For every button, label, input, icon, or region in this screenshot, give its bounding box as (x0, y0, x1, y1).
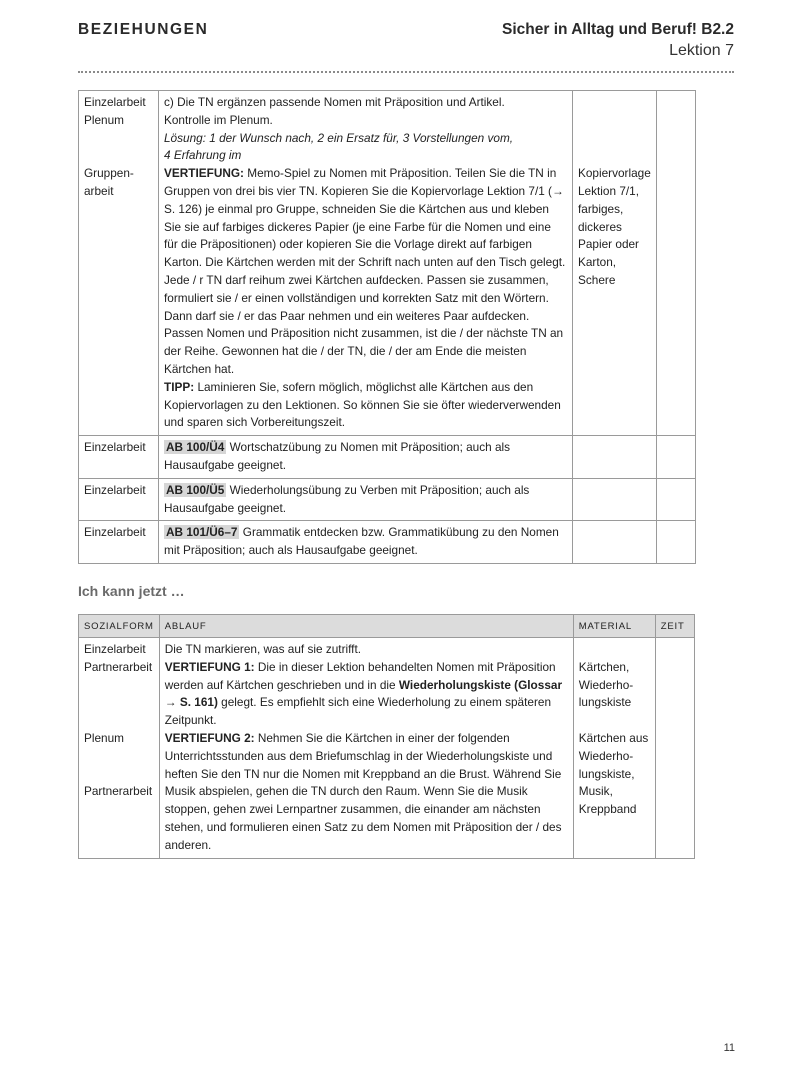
column-header: MATERIAL (573, 615, 655, 638)
material-cell (573, 478, 657, 521)
material-item: Kärtchen, (578, 659, 630, 674)
social-form: Einzelarbeit (84, 642, 146, 656)
lesson-label: Lektion 7 (669, 42, 734, 59)
task-text: Kontrolle im Plenum. (164, 112, 273, 127)
time-cell (656, 521, 695, 564)
solution-text: 4 Erfahrung im (164, 148, 242, 163)
lesson-plan-table (78, 90, 696, 564)
vertiefung-2-block (165, 730, 568, 855)
workbook-tag: AB 100/Ü5 (166, 482, 225, 497)
vertiefung-1-text: Die in dieser Lektion behandelten Nomen mit Präposition werden auf Kärtchen geschrieben und in die (164, 659, 556, 692)
page-header (78, 18, 734, 74)
table-row (79, 638, 695, 859)
vertiefung-2-label: VERTIEFUNG 2: (164, 730, 255, 745)
workbook-tag: AB 101/Ü6–7 (166, 525, 238, 540)
book-info (502, 20, 734, 62)
material-item: Kärtchen aus (578, 730, 649, 745)
vertiefung-1-block (165, 659, 568, 730)
social-form-cell (79, 638, 160, 859)
section-label: BEZIEHUNGEN (78, 21, 209, 38)
intro-text: Die TN markieren, was auf sie zutrifft. (164, 642, 362, 656)
glossary-reference: Wiederholungskiste (Glossar → S. 161) (164, 677, 563, 710)
tipp-text: Laminieren Sie, sofern möglich, möglichst alle Kärtchen aus den Kopiervorlagen zu den Lektionen. So können Sie sie öfter wiederverwenden und sparen sich Vorbereitungszeit. (164, 379, 561, 430)
procedure-cell (159, 436, 573, 479)
task-text: Wiederholungsübung zu Verben mit Präposition; auch als Hausaufgabe geeignet. (164, 482, 530, 515)
material-item: lungskiste, (578, 766, 635, 781)
procedure-cell (159, 521, 573, 564)
social-form: Einzelarbeit (79, 478, 159, 521)
table-row (79, 436, 696, 479)
column-header: ZEIT (655, 615, 694, 638)
social-form: Einzelarbeit (79, 436, 159, 479)
procedure-cell (159, 91, 573, 436)
material-item: lungskiste (578, 695, 632, 710)
social-form: Einzelarbeit (84, 95, 146, 109)
solution-text: Lösung: 1 der Wunsch nach, 2 ein Ersatz für, 3 Vorstellungen vom, (164, 130, 514, 145)
social-form: Einzelarbeit (79, 521, 159, 564)
material-item: Musik, (578, 784, 613, 799)
material-cell (573, 436, 657, 479)
vertiefung-label: VERTIEFUNG: (164, 166, 244, 181)
column-header: ABLAUF (159, 615, 573, 638)
material-item: Kreppband (578, 802, 637, 817)
procedure-cell (159, 638, 573, 859)
social-form: Plenum (84, 112, 124, 127)
vertiefung-1-text-end: gelegt. Es empfiehlt sich eine Wiederholung zu einem späteren Zeitpunkt. (164, 695, 552, 728)
material-item: Wiederho- (578, 677, 634, 692)
material-item: Schere (578, 272, 616, 287)
column-header: SOZIALFORM (79, 615, 160, 638)
material-cell (573, 91, 657, 436)
social-form: arbeit (84, 183, 114, 198)
tipp-block (164, 379, 567, 432)
time-cell (656, 436, 695, 479)
table-header-row (79, 615, 695, 638)
material-item: dickeres (578, 219, 622, 234)
task-text: c) Die TN ergänzen passende Nomen mit Präposition und Artikel. (164, 95, 505, 109)
vertiefung-2-text: Nehmen Sie die Kärtchen in einer der folgenden Unterrichtsstunden aus dem Briefumschlag in der Wiederholungskiste und heften Sie den TN nur die Nomen mit Kreppband an die Brust. Während Sie Musik abspielen, gehen die TN durch den Raum. Wenn Sie die Musik stoppen, gehen zwei Lernpartner zusammen, die einander am nächsten stehen, und formulieren einen Satz zu dem Nomen mit Präposition der / des anderen. (164, 730, 562, 852)
table-row (79, 478, 696, 521)
time-cell (655, 638, 694, 859)
section-title: Ich kann jetzt … (78, 583, 185, 599)
header-divider (78, 71, 734, 73)
tipp-label: TIPP: (164, 379, 195, 394)
can-do-table (78, 614, 695, 859)
material-cell (573, 638, 655, 859)
social-form-cell (79, 91, 159, 436)
vertiefung-text: Memo-Spiel zu Nomen mit Präposition. Teilen Sie die TN in Gruppen von drei bis vier TN. Kopieren Sie die Kopiervorlage Lektion 7/1 (→ S. 126) je einmal pro Gruppe, schneiden Sie die Kärtchen aus und kleben Sie sie auf farbiges dickeres Papier (je eine Farbe für die Nomen und eine für die Präpositionen) oder kopieren Sie die Vorlage direkt auf farbigen Karton. Die Kärtchen werden mit der Schrift nach unten auf den Tisch gelegt. Jede / r TN darf reihum zwei Kärtchen aufdecken. Passen sie zusammen, formuliert sie / er einen vollständigen und korrekten Satz mit den Wörtern. Dann darf sie / er das Paar nehmen und ein weiteres Paar aufdecken. Passen Nomen und Präposition nicht zusammen, ist die / der nächste TN an der Reihe. Gewonnen hat die / der TN, die / der am Ende die meisten Kärtchen hat. (164, 166, 566, 376)
procedure-cell (159, 478, 573, 521)
table-row (79, 91, 696, 436)
material-item: Lektion 7/1, (578, 183, 639, 198)
time-cell (656, 478, 695, 521)
vertiefung-1-label: VERTIEFUNG 1: (164, 659, 255, 674)
task-text: Wortschatzübung zu Nomen mit Präposition; auch als Hausaufgabe geeignet. (164, 440, 511, 472)
social-form: Partnerarbeit (84, 659, 153, 674)
social-form: Gruppen- (84, 166, 134, 181)
time-cell (656, 91, 695, 436)
task-text: Grammatik entdecken bzw. Grammatikübung zu den Nomen mit Präposition; auch als Hausaufgabe geeignet. (164, 525, 559, 558)
social-form: Partnerarbeit (84, 784, 153, 799)
social-form: Plenum (84, 730, 124, 745)
material-cell (573, 521, 657, 564)
table-row (79, 521, 696, 564)
material-item: Kopiervorlage (578, 166, 651, 181)
page-number: 11 (723, 1042, 735, 1054)
material-item: farbiges, (578, 201, 624, 216)
material-item: Papier oder (578, 237, 639, 252)
material-item: Wiederho- (578, 748, 634, 763)
workbook-tag: AB 100/Ü4 (166, 440, 225, 455)
vertiefung-block (164, 166, 565, 376)
book-title: Sicher in Alltag und Beruf! B2.2 (502, 21, 734, 38)
material-item: Karton, (578, 255, 617, 270)
